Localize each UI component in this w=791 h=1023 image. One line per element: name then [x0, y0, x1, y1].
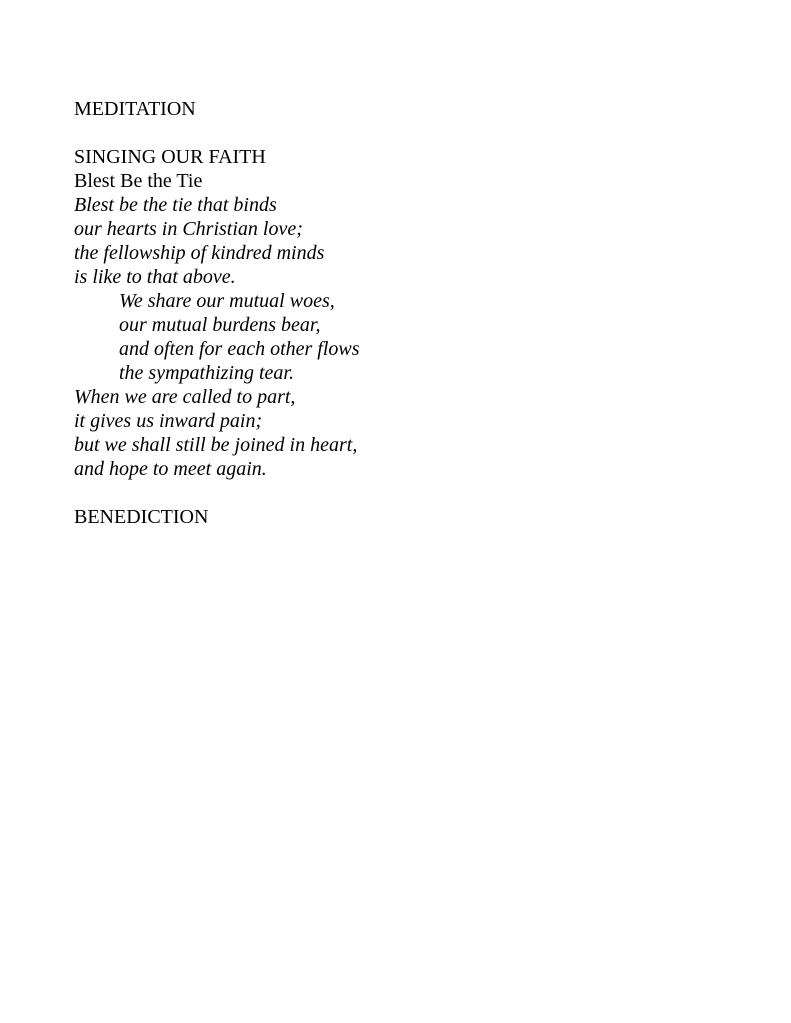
spacer [74, 481, 754, 505]
hymn-title: Blest Be the Tie [74, 170, 203, 192]
spacer [74, 121, 754, 145]
hymn-line: is like to that above. [74, 266, 236, 288]
meditation-heading: MEDITATION [74, 98, 196, 120]
hymn-line: but we shall still be joined in heart, [74, 434, 358, 456]
hymn-line: the fellowship of kindred minds [74, 242, 325, 264]
hymn-stanza-1 [74, 193, 754, 289]
hymn-line: We share our mutual woes, [119, 290, 335, 312]
hymn-line: When we are called to part, [74, 386, 296, 408]
benediction-heading: BENEDICTION [74, 506, 209, 528]
hymn-line: it gives us inward pain; [74, 410, 263, 432]
hymn-line: the sympathizing tear. [119, 362, 294, 384]
hymn-stanza-3 [74, 385, 754, 481]
document-page [74, 97, 754, 529]
hymn-line: and often for each other flows [119, 338, 360, 360]
hymn-line: Blest be the tie that binds [74, 194, 277, 216]
hymn-stanza-2 [74, 289, 754, 385]
hymn-line: our mutual burdens bear, [119, 314, 321, 336]
singing-heading: SINGING OUR FAITH [74, 146, 266, 168]
hymn-line: our hearts in Christian love; [74, 218, 303, 240]
hymn-line: and hope to meet again. [74, 458, 267, 480]
